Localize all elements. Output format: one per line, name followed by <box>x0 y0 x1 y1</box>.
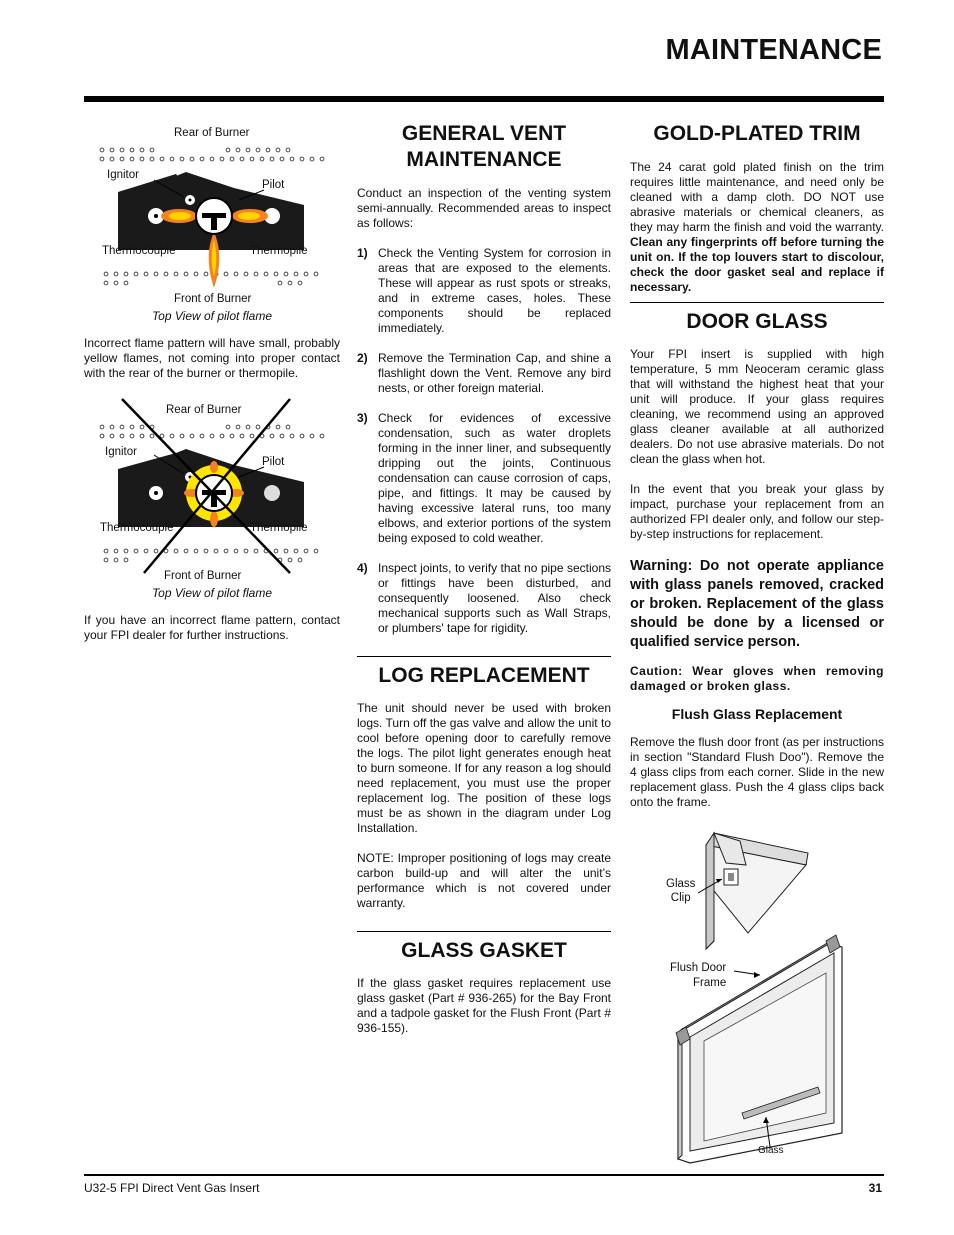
right-column <box>630 121 884 1168</box>
burner-port-dot <box>184 549 188 553</box>
burner-port-dot <box>278 281 282 285</box>
pilot-label: Pilot <box>262 179 285 191</box>
left-column <box>84 120 340 643</box>
section-divider <box>357 931 611 932</box>
burner-port-dot <box>144 272 148 276</box>
burner-port-dot <box>200 157 204 161</box>
front-of-burner-label: Front of Burner <box>164 570 242 582</box>
burner-port-dot <box>220 157 224 161</box>
burner-port-dot <box>224 549 228 553</box>
glass-gasket-heading: GLASS GASKET <box>401 939 567 962</box>
burner-port-dot <box>236 148 240 152</box>
burner-port-dot <box>288 281 292 285</box>
footer-rule <box>84 1174 884 1176</box>
burner-port-dot <box>110 148 114 152</box>
burner-ports-rear <box>100 148 324 161</box>
pilot-flame-diagram-incorrect <box>84 397 340 593</box>
flush-glass-subheading: Flush Glass Replacement <box>671 706 843 722</box>
pilot-flame-diagram-correct <box>84 120 340 316</box>
burner-ports-front <box>104 549 318 562</box>
vent-intro: Conduct an inspection of the venting system semi-annually. Recommended areas to inspect as follows: <box>357 186 611 230</box>
list-number: 3) <box>357 411 368 425</box>
burner-port-dot <box>130 434 134 438</box>
burner-port-dot <box>244 272 248 276</box>
footer-document-title: U32-5 FPI Direct Vent Gas Insert <box>84 1181 260 1195</box>
burner-port-dot <box>320 434 324 438</box>
list-text: Inspect joints, to verify that no pipe sections or fittings have been disturbed, and consequently loosened. Also check mechanical supports such as Wall Straps, or plumbers' tape for rigidity. <box>378 561 611 635</box>
burner-port-dot <box>304 549 308 553</box>
burner-port-dot <box>234 272 238 276</box>
burner-port-dot <box>294 549 298 553</box>
log-note: NOTE: Improper positioning of logs may create carbon build-up and will alter the unit’s performance which is not covered under warranty. <box>357 851 611 910</box>
vent-maintenance-heading: GENERAL VENT MAINTENANCE <box>401 122 567 171</box>
burner-port-dot <box>140 148 144 152</box>
header-rule <box>84 96 884 102</box>
list-item <box>357 351 611 396</box>
burner-port-dot <box>170 434 174 438</box>
burner-port-dot <box>254 549 258 553</box>
thermocouple-label: Thermocouple <box>100 522 174 534</box>
section-divider <box>630 302 884 303</box>
burner-port-dot <box>226 425 230 429</box>
rear-of-burner-label: Rear of Burner <box>166 404 242 416</box>
burner-port-dot <box>230 434 234 438</box>
flush-door-frame-label: Flush Door Frame <box>670 962 727 989</box>
flush-glass-paragraph: Remove the flush door front (as per instructions in section "Standard Flush Doo"). Remove the 4 glass clips from each corner. Slide in the new replacement glass. Push the 4 glass clips back onto the frame. <box>630 735 884 809</box>
burner-port-dot <box>160 157 164 161</box>
burner-port-dot <box>120 148 124 152</box>
burner-port-dot <box>266 148 270 152</box>
burner-port-dot <box>134 549 138 553</box>
burner-port-dot <box>310 434 314 438</box>
burner-port-dot <box>270 157 274 161</box>
log-paragraph: The unit should never be used with broken logs. Turn off the gas valve and allow the unit to cool before opening door to carefully remove the logs. The pilot light generates enough heat to burn someone. If for any reason a log should need replacement, you must use the proper replacement log. The position of these logs must be as shown in the diagram under Log Installation. <box>357 701 611 835</box>
burner-port-dot <box>288 558 292 562</box>
burner-port-dot <box>110 434 114 438</box>
burner-port-dot <box>314 549 318 553</box>
burner-port-dot <box>114 558 118 562</box>
section-divider <box>357 656 611 657</box>
thermopile-label: Thermopile <box>250 245 308 257</box>
burner-port-dot <box>276 148 280 152</box>
burner-port-dot <box>140 425 144 429</box>
burner-top-view-graphic <box>84 120 340 316</box>
ignitor-label: Ignitor <box>105 446 137 458</box>
burner-port-dot <box>140 157 144 161</box>
burner-ports-rear <box>100 425 324 438</box>
burner-port-dot <box>154 272 158 276</box>
burner-port-dot <box>190 157 194 161</box>
door-glass-heading: DOOR GLASS <box>686 310 828 333</box>
burner-port-dot <box>254 272 258 276</box>
list-item <box>357 411 611 546</box>
burner-port-dot <box>300 157 304 161</box>
burner-port-dot <box>100 425 104 429</box>
thermopile-label: Thermopile <box>250 522 308 534</box>
trim-paragraph <box>630 160 884 295</box>
glass-clip-label: Glass Clip <box>666 878 696 904</box>
burner-port-dot <box>100 434 104 438</box>
burner-port-dot <box>276 425 280 429</box>
burner-port-dot <box>286 148 290 152</box>
burner-port-dot <box>200 434 204 438</box>
burner-port-dot <box>246 425 250 429</box>
burner-port-dot <box>280 434 284 438</box>
burner-port-dot <box>150 148 154 152</box>
warning-text: Warning: Do not operate appliance with glass panels removed, cracked or broken. Replacement of the glass should be done by a licensed or qualified service person. <box>630 558 884 650</box>
burner-port-dot <box>274 272 278 276</box>
gold-trim-heading: GOLD-PLATED TRIM <box>653 122 861 145</box>
trim-text: The 24 carat gold plated finish on the trim requires little maintenance, and need only be cleaned with a damp cloth. DO NOT use abrasive materials or chemical cleaners, as they may harm the finish and void the warranty. <box>630 160 884 234</box>
burner-port-dot <box>256 425 260 429</box>
trim-bold-text: Clean any fingerprints off before turning the unit on. If the top louvers start to discolour, check the door gasket seal and replace if necessary. <box>630 235 884 294</box>
list-number: 4) <box>357 561 368 575</box>
burner-port-dot <box>184 272 188 276</box>
burner-port-dot <box>256 148 260 152</box>
burner-port-dot <box>304 272 308 276</box>
burner-port-dot <box>320 157 324 161</box>
burner-port-dot <box>298 558 302 562</box>
burner-port-dot <box>104 558 108 562</box>
burner-port-dot <box>250 157 254 161</box>
contact-dealer-paragraph: If you have an incorrect flame pattern, contact your FPI dealer for further instructions. <box>84 613 340 642</box>
thermocouple-label: Thermocouple <box>102 245 176 257</box>
break-glass-paragraph: In the event that you break your glass by impact, purchase your replacement from an authorized FPI dealer only, and follow our step-by-step instructions for replacement. <box>630 482 884 541</box>
pilot-label: Pilot <box>262 456 285 468</box>
burner-port-dot <box>240 434 244 438</box>
burner-port-dot <box>130 148 134 152</box>
burner-port-dot <box>314 272 318 276</box>
list-text: Check the Venting System for corrosion in areas that are exposed to the elements. These will appear as rust spots or streaks, and in extreme cases, holes. These components should be replaced immediately. <box>378 246 611 335</box>
burner-port-dot <box>294 272 298 276</box>
middle-column <box>357 121 611 1036</box>
burner-port-dot <box>190 434 194 438</box>
burner-port-dot <box>230 157 234 161</box>
burner-port-dot <box>124 281 128 285</box>
burner-port-dot <box>130 157 134 161</box>
diagram-caption: Top View of pilot flame <box>151 586 273 600</box>
front-of-burner-label: Front of Burner <box>174 293 252 305</box>
list-text: Remove the Termination Cap, and shine a flashlight down the Vent. Remove any bird nests, or other foreign material. <box>378 351 611 395</box>
burner-port-dot <box>246 148 250 152</box>
burner-port-dot <box>260 157 264 161</box>
burner-port-dot <box>180 434 184 438</box>
burner-port-dot <box>170 157 174 161</box>
burner-port-dot <box>226 148 230 152</box>
burner-port-dot <box>100 157 104 161</box>
burner-port-dot <box>120 425 124 429</box>
burner-port-dot <box>114 549 118 553</box>
page-title: MAINTENANCE <box>665 34 882 66</box>
burner-port-dot <box>150 434 154 438</box>
burner-port-dot <box>224 272 228 276</box>
burner-port-dot <box>250 434 254 438</box>
burner-port-dot <box>274 549 278 553</box>
burner-port-dot <box>264 272 268 276</box>
burner-port-dot <box>130 425 134 429</box>
gasket-paragraph: If the glass gasket requires replacement use glass gasket (Part # 936-265) for the Bay Front and a tadpole gasket for the Flush Front (Part # 936-155). <box>357 976 611 1035</box>
burner-port-dot <box>104 272 108 276</box>
burner-top-view-graphic-incorrect <box>84 397 340 593</box>
burner-port-dot <box>204 272 208 276</box>
burner-port-dot <box>174 272 178 276</box>
diagram-caption: Top View of pilot flame <box>151 309 273 323</box>
burner-port-dot <box>214 549 218 553</box>
burner-port-dot <box>290 157 294 161</box>
burner-port-dot <box>120 157 124 161</box>
burner-port-dot <box>124 549 128 553</box>
burner-port-dot <box>100 148 104 152</box>
ignitor-label: Ignitor <box>107 169 139 181</box>
burner-port-dot <box>150 157 154 161</box>
list-number: 2) <box>357 351 368 365</box>
burner-port-dot <box>104 549 108 553</box>
burner-port-dot <box>298 281 302 285</box>
burner-port-dot <box>270 434 274 438</box>
burner-port-dot <box>310 157 314 161</box>
caution-text: Caution: Wear gloves when removing damaged or broken glass. <box>630 664 884 693</box>
list-text: Check for evidences of excessive condensation, such as water droplets forming in the inner liner, and subsequently dripping out the joints, Continuous condensation can cause corrosion of caps, pipe, and fittings. It may be caused by having excessive lateral runs, too many elbows, and exterior portions of the system being exposed to cold weather. <box>378 411 611 545</box>
burner-port-dot <box>220 434 224 438</box>
burner-port-dot <box>114 281 118 285</box>
rear-of-burner-label: Rear of Burner <box>174 127 250 139</box>
burner-port-dot <box>204 549 208 553</box>
burner-port-dot <box>284 272 288 276</box>
burner-port-dot <box>244 549 248 553</box>
burner-port-dot <box>120 434 124 438</box>
burner-port-dot <box>124 558 128 562</box>
glass-label: Glass <box>758 1145 784 1156</box>
burner-port-dot <box>104 281 108 285</box>
burner-port-dot <box>140 434 144 438</box>
burner-port-dot <box>236 425 240 429</box>
burner-port-dot <box>240 157 244 161</box>
burner-port-dot <box>124 272 128 276</box>
burner-port-dot <box>114 272 118 276</box>
list-number: 1) <box>357 246 368 260</box>
burner-port-dot <box>174 549 178 553</box>
list-item <box>357 246 611 336</box>
log-replacement-heading: LOG REPLACEMENT <box>378 664 590 687</box>
burner-port-dot <box>280 157 284 161</box>
burner-port-dot <box>210 157 214 161</box>
burner-port-dot <box>286 425 290 429</box>
burner-port-dot <box>284 549 288 553</box>
burner-port-dot <box>210 434 214 438</box>
burner-port-dot <box>234 549 238 553</box>
burner-port-dot <box>300 434 304 438</box>
flush-door-illustration <box>630 823 884 1168</box>
burner-port-dot <box>194 272 198 276</box>
burner-port-dot <box>144 549 148 553</box>
door-glass-paragraph: Your FPI insert is supplied with high temperature, 5 mm Neoceram ceramic glass that will withstand the highest heat that your unit will produce. If your glass requires cleaning, we recommend using an approved glass cleaner available at all authorized dealers. Do not use abrasive materials. Do not clean the glass when hot. <box>630 347 884 466</box>
flush-door-figure <box>630 823 884 1168</box>
page-number: 31 <box>868 1181 882 1195</box>
burner-port-dot <box>110 425 114 429</box>
burner-port-dot <box>180 157 184 161</box>
burner-port-dot <box>110 157 114 161</box>
burner-port-dot <box>164 272 168 276</box>
burner-port-dot <box>290 434 294 438</box>
list-item <box>357 561 611 636</box>
burner-port-dot <box>154 549 158 553</box>
incorrect-pattern-paragraph: Incorrect flame pattern will have small, probably yellow flames, not coming into proper contact with the rear of the burner or thermopile. <box>84 336 340 380</box>
burner-port-dot <box>134 272 138 276</box>
burner-port-dot <box>194 549 198 553</box>
